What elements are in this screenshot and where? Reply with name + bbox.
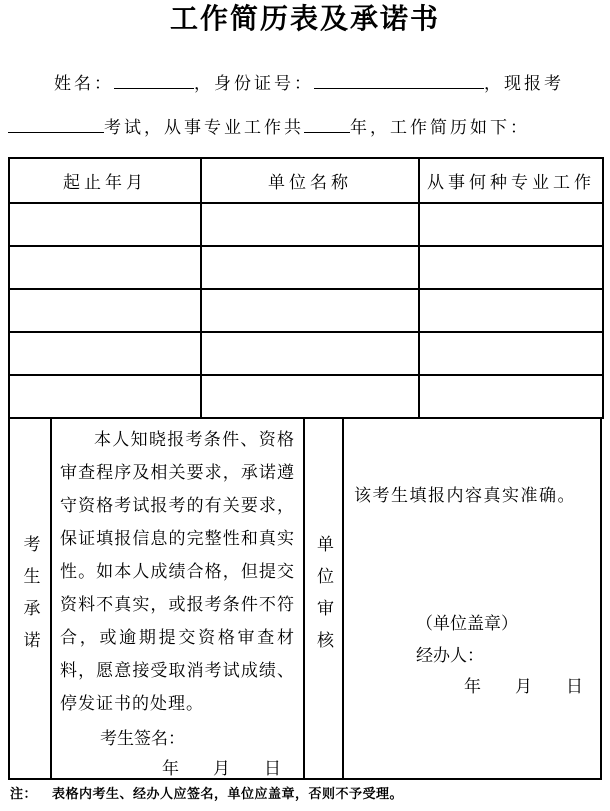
- commitment-review-section: [8, 419, 602, 780]
- resume-cell: [9, 289, 201, 332]
- resume-cell: [419, 203, 603, 246]
- name-label: 姓名：: [54, 74, 114, 93]
- commitment-date-line: 年 月 日: [162, 759, 281, 778]
- unit-seal-label: （单位盖章）: [416, 614, 518, 633]
- resume-cell: [419, 375, 603, 418]
- resume-empty-row: [9, 332, 603, 375]
- review-statement: 该考生填报内容真实准确。: [354, 486, 576, 505]
- work-history-table: [8, 157, 604, 419]
- resume-cell: [201, 246, 419, 289]
- resume-empty-row: [9, 289, 603, 332]
- resume-cell: [9, 375, 201, 418]
- intro-line-2: [8, 106, 602, 150]
- header-period: 起止年月: [9, 158, 201, 203]
- resume-cell: [9, 246, 201, 289]
- header-unit-name: 单位名称: [201, 158, 419, 203]
- resume-empty-row: [9, 246, 603, 289]
- tail-label: 年，工作简历如下：: [350, 118, 530, 137]
- resume-cell: [419, 246, 603, 289]
- resume-cell: [9, 203, 201, 246]
- id-number-blank: [314, 74, 484, 89]
- footnote-prefix: 注：: [10, 786, 38, 801]
- table-header-row: [9, 158, 603, 203]
- commitment-text-cell: [52, 419, 305, 778]
- intro-paragraph: [8, 62, 602, 150]
- resume-table-body: [9, 203, 603, 418]
- page-title: 工作简历表及承诺书: [169, 4, 440, 35]
- resume-cell: [201, 289, 419, 332]
- years-blank: [304, 118, 350, 133]
- unit-review-side-cell: [305, 419, 344, 778]
- candidate-commitment-side-cell: [10, 419, 52, 778]
- resume-cell: [419, 332, 603, 375]
- intro-line-1: [8, 62, 602, 106]
- exam-name-blank: [8, 118, 104, 133]
- unit-review-label: 单位审核: [314, 534, 333, 663]
- review-date-line: 年 月 日: [464, 677, 583, 696]
- footnote-text: 表格内考生、经办人应签名，单位应盖章，否则不予受理。: [52, 786, 404, 801]
- resume-cell: [201, 332, 419, 375]
- candidate-commitment-label: 考生承诺: [20, 534, 40, 663]
- resume-empty-row: [9, 375, 603, 418]
- id-label: ，身份证号：: [194, 74, 314, 93]
- resume-cell: [201, 203, 419, 246]
- apply-label: ，现报考: [484, 74, 564, 93]
- name-blank: [114, 74, 194, 89]
- commitment-text: 本人知晓报考条件、资格审查程序及相关要求，承诺遵守资格考试报考的有关要求，保证填报信息的完整性和真实性。如本人成绩合格，但提交资料不真实，或报考条件不符合，或逾期提交资格审查材料，愿意接受取消考试成绩、停发证书的处理。: [60, 430, 295, 713]
- resume-cell: [201, 375, 419, 418]
- resume-cell: [419, 289, 603, 332]
- header-work-type: 从事何种专业工作: [419, 158, 603, 203]
- resume-cell: [9, 332, 201, 375]
- footnote: [10, 783, 403, 802]
- handler-label: 经办人：: [416, 646, 484, 665]
- unit-review-cell: [344, 419, 600, 778]
- exam-label: 考试，从事专业工作共: [104, 118, 304, 137]
- candidate-signature-label: 考生签名：: [100, 729, 185, 748]
- resume-empty-row: [9, 203, 603, 246]
